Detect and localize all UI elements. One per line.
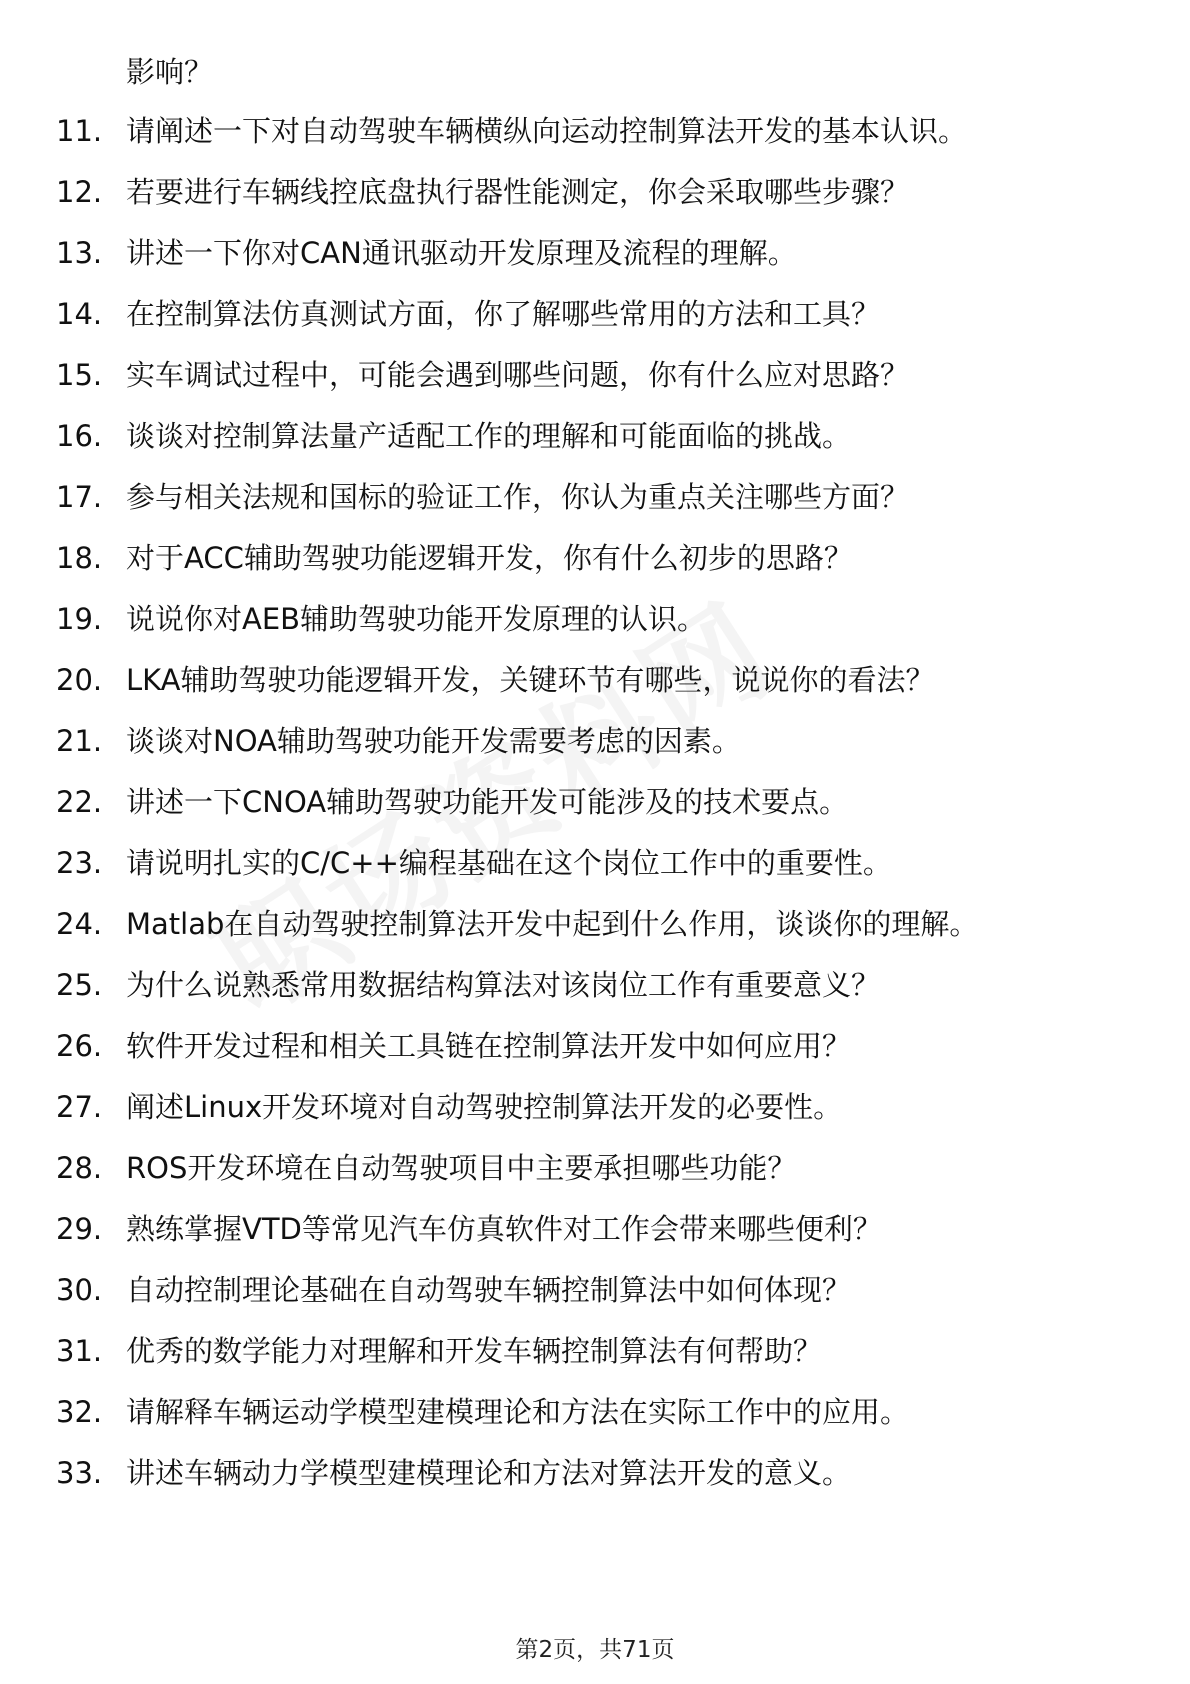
- question-text: 优秀的数学能力对理解和开发车辆控制算法有何帮助？: [126, 1334, 823, 1368]
- list-item: [56, 1455, 1136, 1491]
- list-item: [56, 174, 1136, 210]
- question-number: 11.: [56, 114, 103, 148]
- question-text: 说说你对AEB辅助驾驶功能开发原理的认识。: [126, 602, 707, 636]
- list-item: [56, 1333, 1136, 1369]
- question-text: 软件开发过程和相关工具链在控制算法开发中如何应用？: [126, 1029, 852, 1063]
- list-item: [56, 1211, 1136, 1247]
- list-item: [56, 479, 1136, 515]
- question-text: 自动控制理论基础在自动驾驶车辆控制算法中如何体现？: [126, 1273, 852, 1307]
- list-item: [56, 1150, 1136, 1186]
- question-text: 讲述一下你对CAN通讯驱动开发原理及流程的理解。: [126, 236, 797, 270]
- list-item: [56, 235, 1136, 271]
- question-text: 讲述一下CNOA辅助驾驶功能开发可能涉及的技术要点。: [126, 785, 849, 819]
- question-text: 在控制算法仿真测试方面，你了解哪些常用的方法和工具？: [126, 297, 881, 331]
- list-item: [56, 967, 1136, 1003]
- list-item: [56, 784, 1136, 820]
- question-text: 请阐述一下对自动驾驶车辆横纵向运动控制算法开发的基本认识。: [126, 114, 968, 148]
- question-number: 21.: [56, 724, 103, 758]
- question-number: 17.: [56, 480, 103, 514]
- list-item: [56, 723, 1136, 759]
- question-text: 熟练掌握VTD等常见汽车仿真软件对工作会带来哪些便利？: [126, 1212, 882, 1246]
- question-number: 26.: [56, 1029, 103, 1063]
- question-number: 14.: [56, 297, 103, 331]
- question-number: 33.: [56, 1456, 103, 1490]
- question-number: 30.: [56, 1273, 103, 1307]
- question-number: 19.: [56, 602, 103, 636]
- list-item: [56, 1272, 1136, 1308]
- list-item: [56, 296, 1136, 332]
- question-text: 对于ACC辅助驾驶功能逻辑开发，你有什么初步的思路？: [126, 541, 853, 575]
- question-number: 29.: [56, 1212, 103, 1246]
- question-text: Matlab在自动驾驶控制算法开发中起到什么作用，谈谈你的理解。: [126, 907, 979, 941]
- question-number: 18.: [56, 541, 103, 575]
- question-text: 讲述车辆动力学模型建模理论和方法对算法开发的意义。: [126, 1456, 852, 1490]
- question-text: 若要进行车辆线控底盘执行器性能测定，你会采取哪些步骤？: [126, 175, 910, 209]
- question-list: [56, 113, 1136, 1516]
- question-number: 24.: [56, 907, 103, 941]
- question-number: 12.: [56, 175, 103, 209]
- page-footer: 第2页，共71页: [515, 1637, 675, 1663]
- question-text: 请解释车辆运动学模型建模理论和方法在实际工作中的应用。: [126, 1395, 910, 1429]
- question-text: 为什么说熟悉常用数据结构算法对该岗位工作有重要意义？: [126, 968, 881, 1002]
- question-number: 31.: [56, 1334, 103, 1368]
- question-number: 22.: [56, 785, 103, 819]
- list-item: [56, 1394, 1136, 1430]
- question-text: 请说明扎实的C/C++编程基础在这个岗位工作中的重要性。: [126, 846, 892, 880]
- list-item: [56, 113, 1136, 149]
- list-item: [56, 1089, 1136, 1125]
- question-number: 25.: [56, 968, 103, 1002]
- list-item: [56, 906, 1136, 942]
- question-text: 实车调试过程中，可能会遇到哪些问题，你有什么应对思路？: [126, 358, 910, 392]
- list-item: [56, 845, 1136, 881]
- list-item: [56, 601, 1136, 637]
- list-item: [56, 1028, 1136, 1064]
- list-item: [56, 662, 1136, 698]
- question-text: 参与相关法规和国标的验证工作，你认为重点关注哪些方面？: [126, 480, 910, 514]
- question-number: 28.: [56, 1151, 103, 1185]
- question-number: 32.: [56, 1395, 103, 1429]
- list-item: [56, 357, 1136, 393]
- question-number: 27.: [56, 1090, 103, 1124]
- question-text: LKA辅助驾驶功能逻辑开发，关键环节有哪些，说说你的看法？: [126, 663, 935, 697]
- question-text: 阐述Linux开发环境对自动驾驶控制算法开发的必要性。: [126, 1090, 843, 1124]
- list-item: [56, 418, 1136, 454]
- question-number: 20.: [56, 663, 103, 697]
- question-number: 13.: [56, 236, 103, 270]
- question-number: 16.: [56, 419, 103, 453]
- continuation-text: 影响？: [126, 55, 214, 89]
- question-text: 谈谈对控制算法量产适配工作的理解和可能面临的挑战。: [126, 419, 852, 453]
- question-number: 15.: [56, 358, 103, 392]
- question-number: 23.: [56, 846, 103, 880]
- list-item: [56, 540, 1136, 576]
- question-text: 谈谈对NOA辅助驾驶功能开发需要考虑的因素。: [126, 724, 741, 758]
- question-text: ROS开发环境在自动驾驶项目中主要承担哪些功能？: [126, 1151, 797, 1185]
